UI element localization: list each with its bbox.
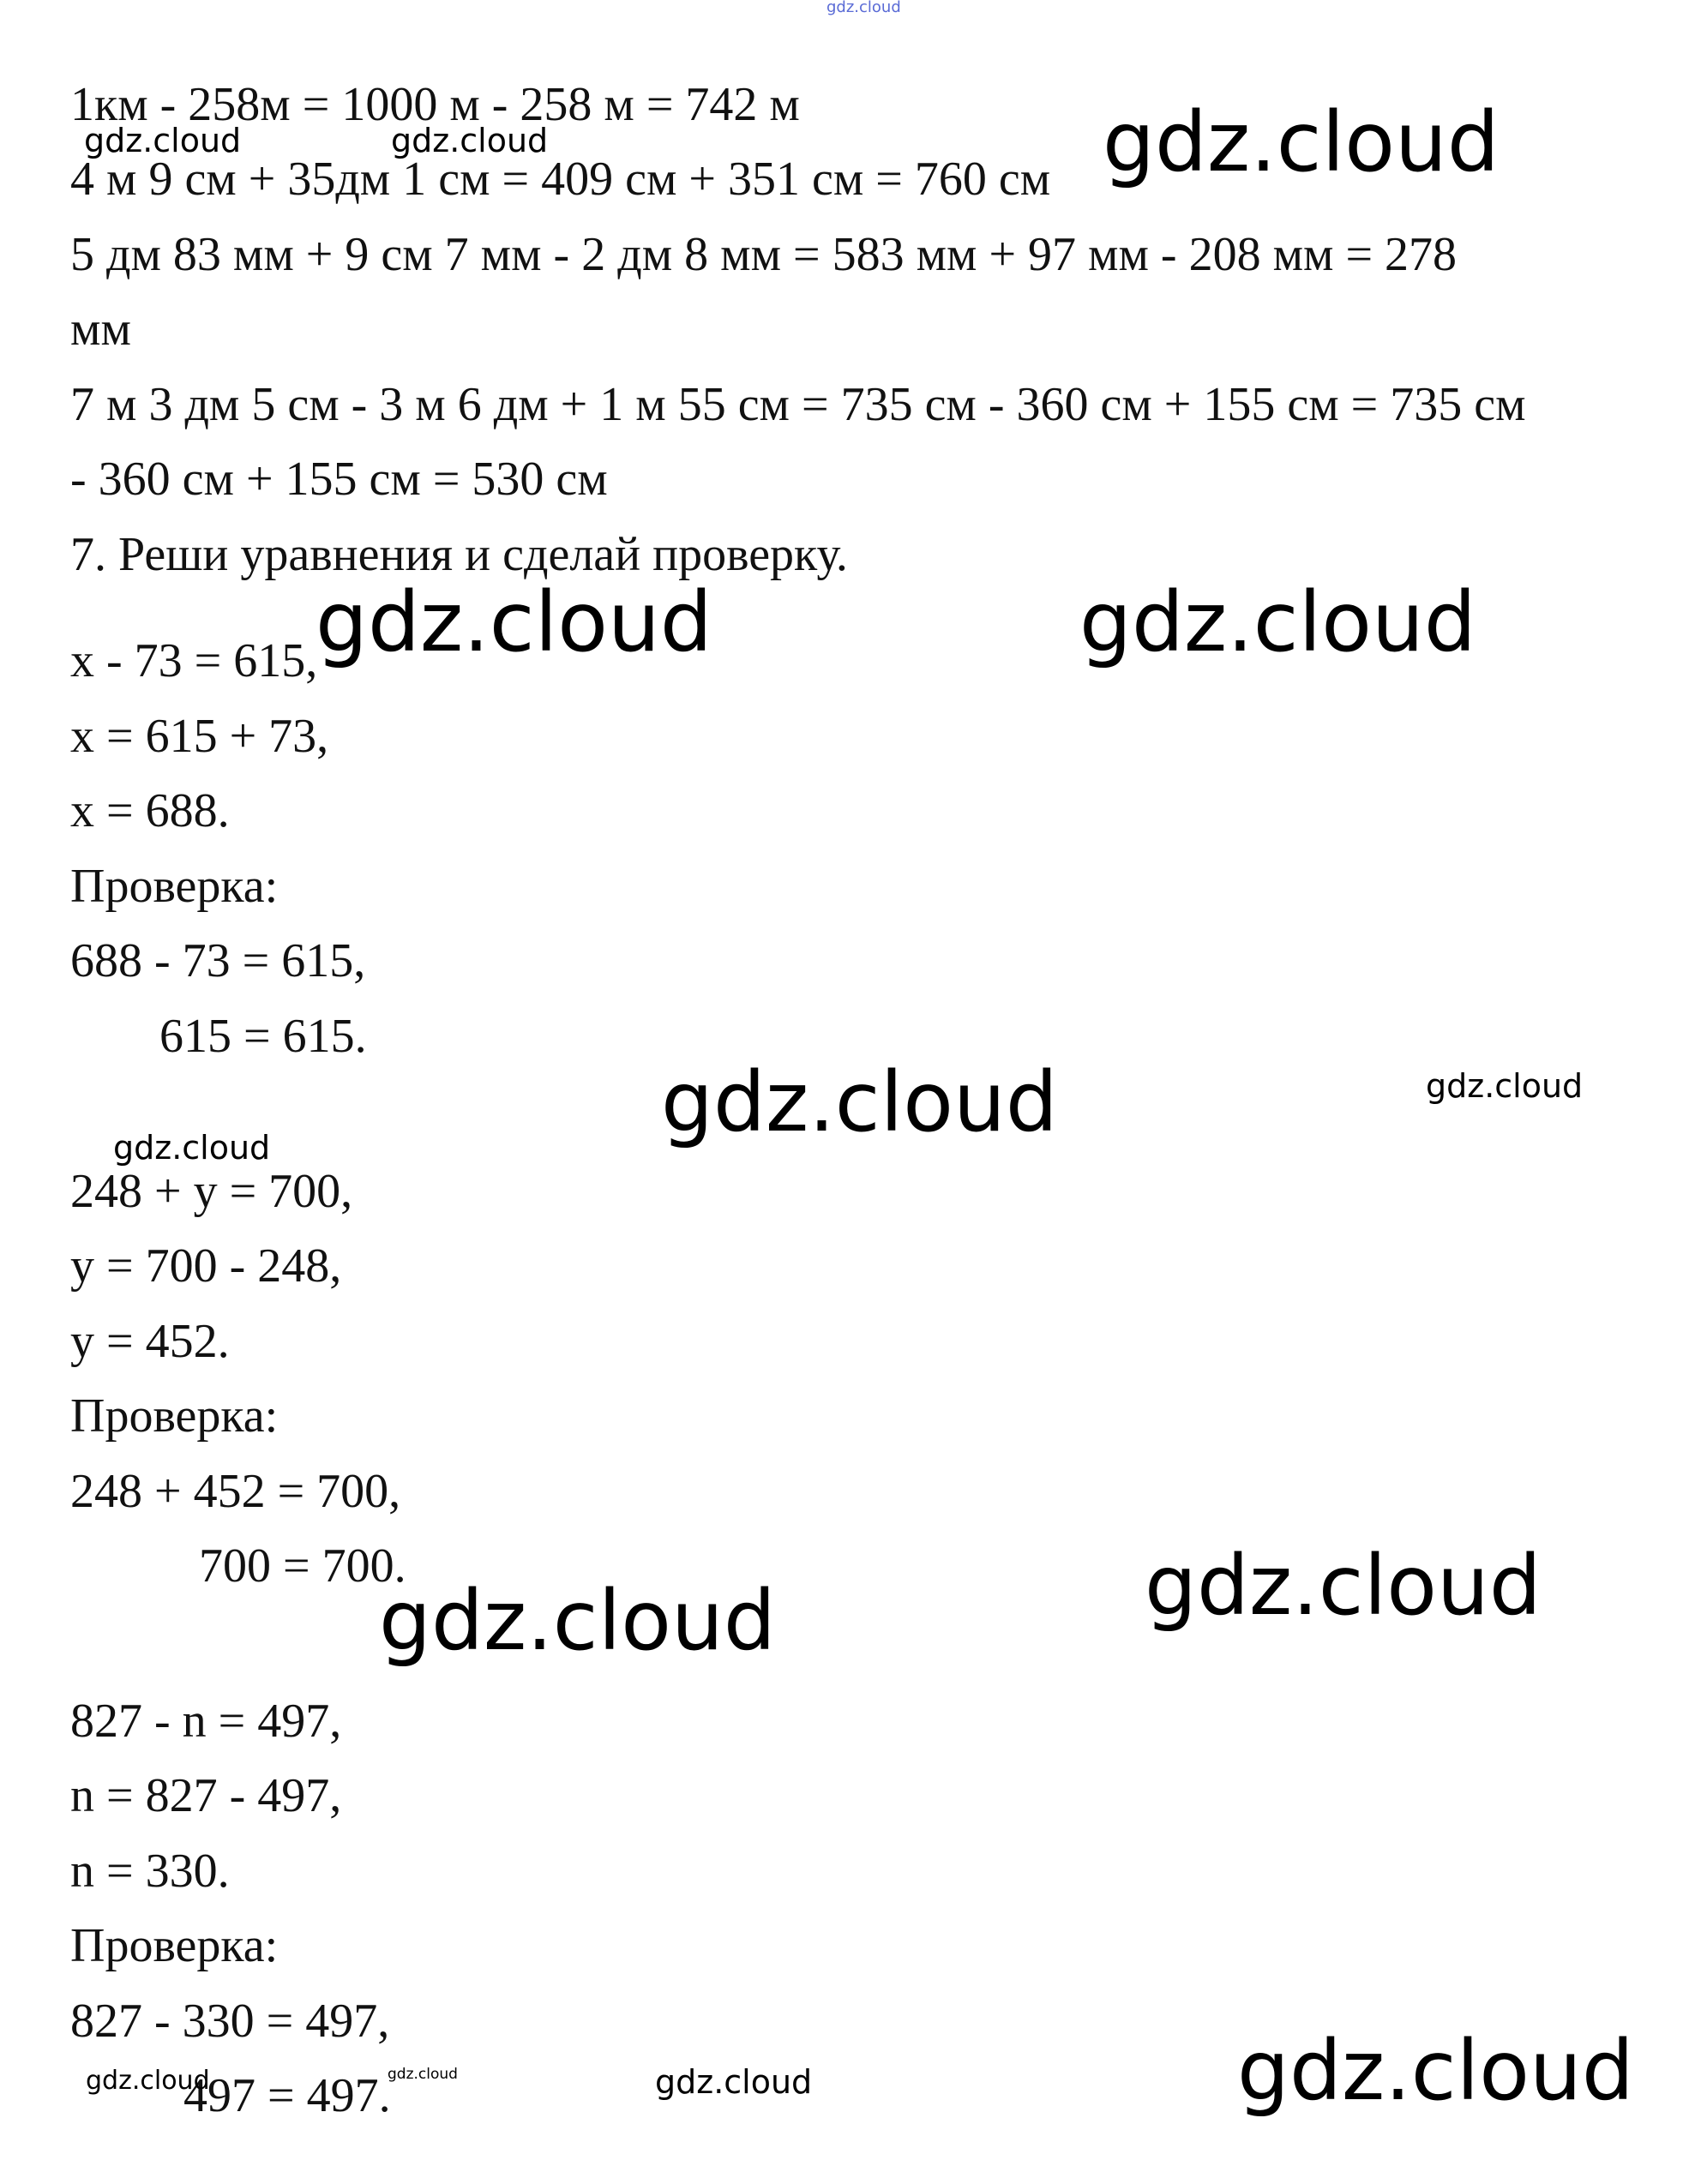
watermark-small-1: gdz.cloud [84,122,242,159]
watermark-large-5: gdz.cloud [1145,1538,1542,1634]
watermark-large-2: gdz.cloud [316,574,712,670]
line-unit-conversion-4: 7 м 3 дм 5 см - 3 м 6 дм + 1 м 55 см = 735 см - 360 см + 155 см = 735 см [70,378,1526,431]
equation-2-check-line-1: 248 + 452 = 700, [70,1465,401,1518]
equation-1-check-label: Проверка: [70,860,279,913]
equation-2-line-1: 248 + y = 700, [70,1165,353,1218]
equation-3-line-1: 827 - n = 497, [70,1695,342,1748]
equation-3-check-line-2: 497 = 497. [183,2069,391,2122]
watermark-large-6: gdz.cloud [379,1573,776,1669]
equation-2-line-2: y = 700 - 248, [70,1239,342,1293]
equation-3-line-2: n = 827 - 497, [70,1769,342,1822]
watermark-small-5: gdz.cloud [655,2063,813,2101]
watermark-tiny-1: gdz.cloud [388,2066,458,2083]
watermark-large-1: gdz.cloud [1103,94,1500,190]
line-unit-conversion-3-cont: мм [70,303,131,356]
watermark-small-3: gdz.cloud [1426,1067,1584,1105]
equation-1-line-1: x - 73 = 615, [70,634,318,687]
equation-2-check-label: Проверка: [70,1389,279,1443]
equation-3-line-3: n = 330. [70,1845,230,1898]
watermark-small-2: gdz.cloud [391,122,549,159]
equation-2-check-line-2: 700 = 700. [199,1539,406,1593]
watermark-top: gdz.cloud [826,0,901,16]
equation-2-line-3: y = 452. [70,1315,230,1368]
equation-1-line-2: x = 615 + 73, [70,710,329,763]
watermark-small-6: gdz.cloud [86,2066,210,2096]
watermark-large-4: gdz.cloud [661,1054,1058,1150]
equation-3-check-label: Проверка: [70,1919,279,1972]
equation-1-check-line-2: 615 = 615. [159,1010,367,1063]
watermark-large-3: gdz.cloud [1079,574,1476,670]
equation-1-check-line-1: 688 - 73 = 615, [70,934,366,987]
equation-3-check-line-1: 827 - 330 = 497, [70,1995,390,2048]
line-unit-conversion-2: 4 м 9 см + 35дм 1 см = 409 см + 351 см = 760 см [70,153,1051,206]
watermark-small-4: gdz.cloud [113,1129,271,1167]
equation-1-line-3: x = 688. [70,784,230,837]
watermark-large-7: gdz.cloud [1237,2023,1634,2119]
line-unit-conversion-1: 1км - 258м = 1000 м - 258 м = 742 м [70,78,800,131]
line-unit-conversion-4-cont: - 360 см + 155 см = 530 см [70,453,608,506]
line-unit-conversion-3: 5 дм 83 мм + 9 см 7 мм - 2 дм 8 мм = 583 мм + 97 мм - 208 мм = 278 [70,228,1458,281]
task-7-heading: 7. Реши уравнения и сделай проверку. [70,528,848,581]
